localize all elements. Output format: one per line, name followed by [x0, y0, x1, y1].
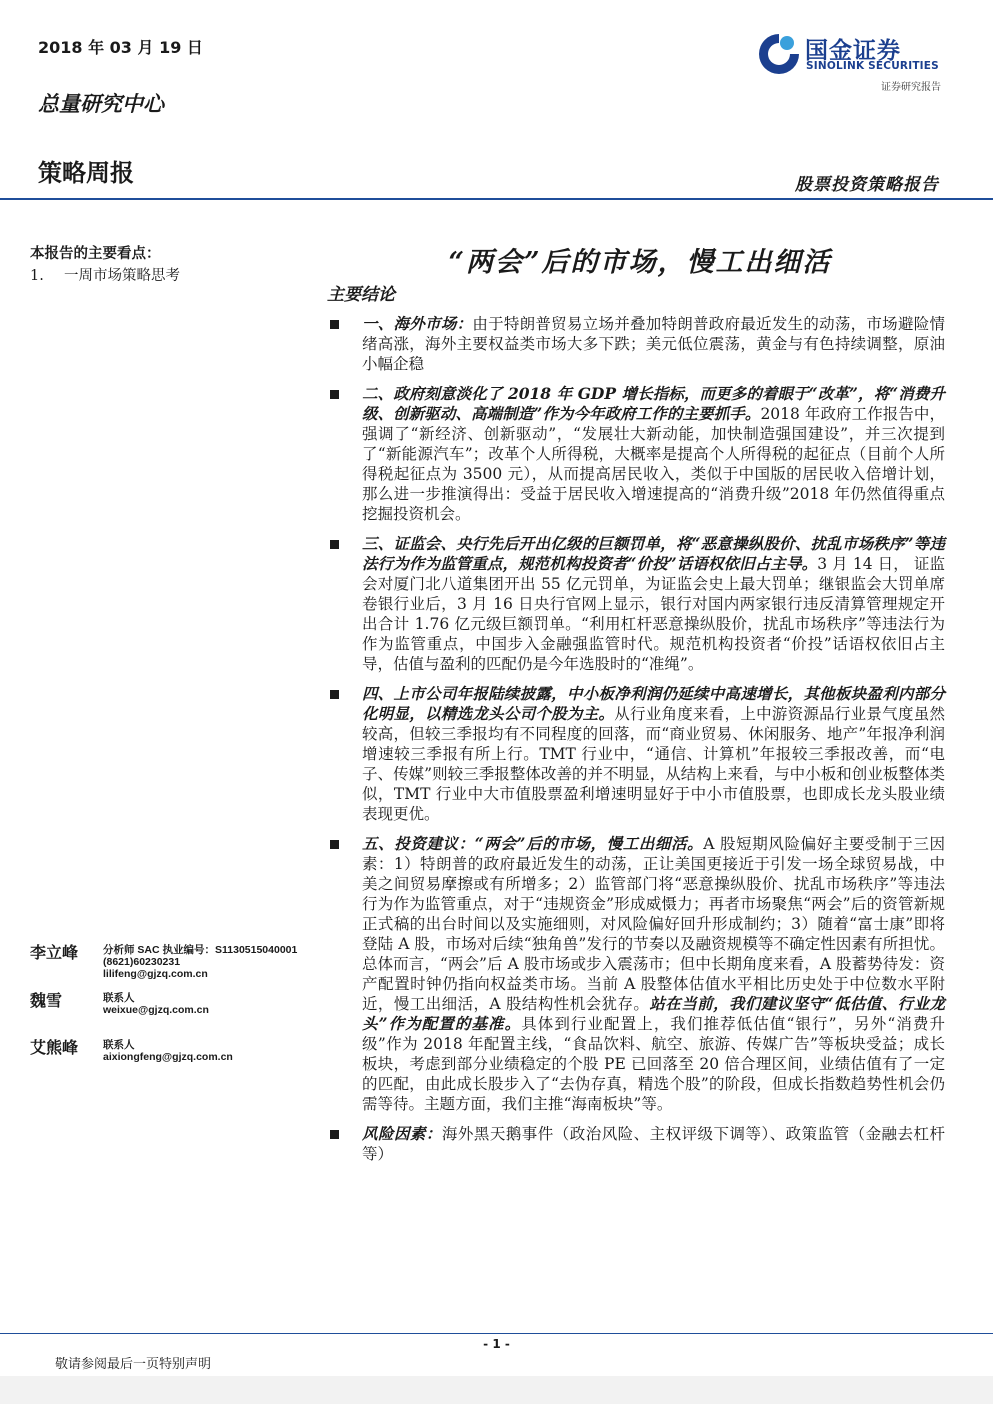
paragraph-text: 从行业角度来看，上中游资源品行业景气度虽然较高，但较三季报均有不同程度的回落，而“商业贸易、休闲服务、地产”年报净利润增速较三季报有所上行。TMT 行业中，“通信、计算机”年报较三季报改善，而“电子、传媒”则较三季报整体改善的并不明显，从结构上来看，与中小板和创业板整体类似，TMT 行业中大市值股票盈利增速明显好于中小市值股票，也即成长龙头股业绩表现更优。: [362, 705, 945, 823]
paragraph-text: 由于特朗普贸易立场并叠加特朗普政府最近发生的动荡，市场避险情绪高涨，海外主要权益类市场大多下跌；美元低位震荡，黄金与有色持续调整，原油小幅企稳: [362, 315, 945, 373]
sidebar-item-text: 一周市场策略思考: [64, 268, 180, 284]
bullet-square-icon: [330, 390, 339, 399]
sidebar-item-number: 1.: [30, 268, 44, 284]
analyst-email: aixiongfeng@gjzq.com.cn: [103, 1051, 233, 1063]
report-type: 股票投资策略报告: [795, 175, 939, 195]
logo-mark-icon: [757, 32, 801, 76]
paragraph-text: 3 月 14 日， 证监会对厦门北八道集团开出 55 亿元罚单，为证监会史上最大罚单；继银监会大罚单席卷银行业后，3 月 16 日央行官网上显示，银行对国内两家银行违反清算管理规定开出合计 1.76 亿元级巨额罚单。“利用杠杆恶意操纵股价，扰乱市场秩序”等违法行为作为监管重点，中国步入金融强监管时代。规范机构投资者“价投”话语权依旧占主导，估值与盈利的匹配仍是今年选股时的“准绳”。: [362, 555, 945, 673]
analyst-info: [103, 992, 343, 1016]
section-heading: 主要结论: [327, 285, 395, 305]
analyst-role: 联系人: [103, 1039, 135, 1051]
page-number: - 1 -: [483, 1337, 510, 1351]
header-divider: [0, 198, 993, 200]
paragraph-lead: 一、海外市场：: [362, 314, 473, 333]
paragraph-lead: 四、上市公司年报陆续披露，中小板净利润仍延续中高速增长，其他板块盈利内部分化明显，以精选龙头公司个股为主。: [362, 684, 945, 723]
analyst-role: 联系人: [103, 992, 135, 1004]
conclusion-paragraph: [330, 314, 945, 374]
conclusion-paragraph: [330, 384, 945, 524]
conclusion-paragraph: [330, 684, 945, 824]
analyst-info: [103, 944, 343, 980]
analyst-phone: (8621)60230231: [103, 956, 181, 968]
analyst-email: weixue@gjzq.com.cn: [103, 1004, 209, 1016]
bullet-square-icon: [330, 320, 339, 329]
bullet-square-icon: [330, 1130, 339, 1139]
analyst-name: 李立峰: [30, 943, 79, 962]
sidebar-heading: 本报告的主要看点：: [30, 245, 161, 262]
paragraph-lead: 风险因素：: [362, 1124, 442, 1143]
paragraph-text-continued: 具体到行业配置上，我们推荐低估值“银行”，另外“消费升级”作为 2018 年配置主线，“食品饮料、航空、旅游、传媒广告”等板块受益；成长板块，考虑到部分业绩稳定的个股 PE 已回落至 20 倍合理区间，业绩估值有了一定的匹配，由此成长股步入了“去伪存真，精选个股”的阶段，但成长指数趋势性机会仍需等待。主题方面，我们主推“海南板块”等。: [362, 1015, 945, 1113]
analyst-name: 魏雪: [30, 991, 63, 1010]
footer-band: [0, 1376, 993, 1404]
report-series: 策略周报: [38, 159, 134, 187]
conclusion-paragraph: [330, 1124, 945, 1164]
paragraph-lead: 三、证监会、央行先后开出亿级的巨额罚单，将“恶意操纵股价、扰乱市场秩序”等违法行为作为监管重点，规范机构投资者“价投”话语权依旧占主导。: [362, 534, 945, 573]
report-title: “两会”后的市场，慢工出细活: [448, 247, 832, 278]
bullet-square-icon: [330, 840, 339, 849]
analyst-email: lilifeng@gjzq.com.cn: [103, 968, 208, 980]
report-date: 2018 年 03 月 19 日: [38, 38, 203, 57]
paragraph-text: 海外黑天鹅事件（政治风险、主权评级下调等）、政策监管（金融去杠杆等）: [362, 1125, 945, 1163]
department-name: 总量研究中心: [38, 91, 164, 116]
paragraph-text: 2018 年政府工作报告中，强调了“新经济、创新驱动”，“发展壮大新动能，加快制造强国建设”，并三次提到了“新能源汽车”；改革个人所得税，大概率是提高个人所得税的起征点（目前个人所得税起征点为 3500 元），从而提高居民收入，类似于中国版的居民收入倍增计划，那么进一步推演得出：受益于居民收入增速提高的“消费升级”2018 年仍然值得重点挖掘投资机会。: [362, 405, 946, 523]
bullet-square-icon: [330, 540, 339, 549]
conclusion-paragraph: [330, 534, 945, 674]
conclusion-paragraph: [330, 834, 945, 1114]
logo-chinese-name: 国金证券: [805, 38, 901, 64]
analyst-name: 艾熊峰: [30, 1038, 79, 1057]
bullet-square-icon: [330, 690, 339, 699]
analyst-info: [103, 1039, 343, 1063]
paragraph-lead: 二、政府刻意淡化了 2018 年 GDP 增长指标，而更多的着眼于“改革”，将“消费升级、创新驱动、高端制造”作为今年政府工作的主要抓手。: [362, 384, 945, 423]
conclusions-list: [330, 314, 945, 1174]
paragraph-emphasis: 站在当前，我们建议坚守“低估值、行业龙头”作为配置的基准。: [362, 994, 946, 1033]
company-logo: [755, 30, 945, 92]
sidebar-item: [30, 264, 180, 285]
paragraph-text: A 股短期风险偏好主要受制于三因素：1）特朗普的政府最近发生的动荡，正让美国更接近于引发一场全球贸易战，中美之间贸易摩擦或有所增多；2）监管部门将“恶意操纵股价、扰乱市场秩序”等违法行为作为监管重点，对于“违规资金”形成威慑力；再者市场聚焦“两会”后的资管新规正式稿的出台时间以及实施细则，对风险偏好回升形成制约；3）随着“富士康”即将登陆 A 股，市场对后续“独角兽”发行的节奏以及融资规模等不确定性因素有所担忧。总体而言，“两会”后 A 股市场或步入震荡市；但中长期角度来看，A 股蓄势待发：资产配置时钟仍指向权益类市场。当前 A 股整体估值水平相比历史处于中位数水平附近，慢工出细活，A 股结构性机会犹存。: [362, 835, 945, 1013]
paragraph-lead: 五、投资建议：“两会”后的市场，慢工出细活。: [362, 834, 704, 853]
logo-subtitle: 证券研究报告: [881, 82, 941, 93]
analyst-credential: 分析师 SAC 执业编号：S1130515040001: [103, 944, 298, 956]
footer-divider: [0, 1333, 993, 1334]
logo-english-name: SINOLINK SECURITIES: [806, 60, 939, 72]
footer-disclaimer: 敬请参阅最后一页特别声明: [55, 1357, 212, 1372]
